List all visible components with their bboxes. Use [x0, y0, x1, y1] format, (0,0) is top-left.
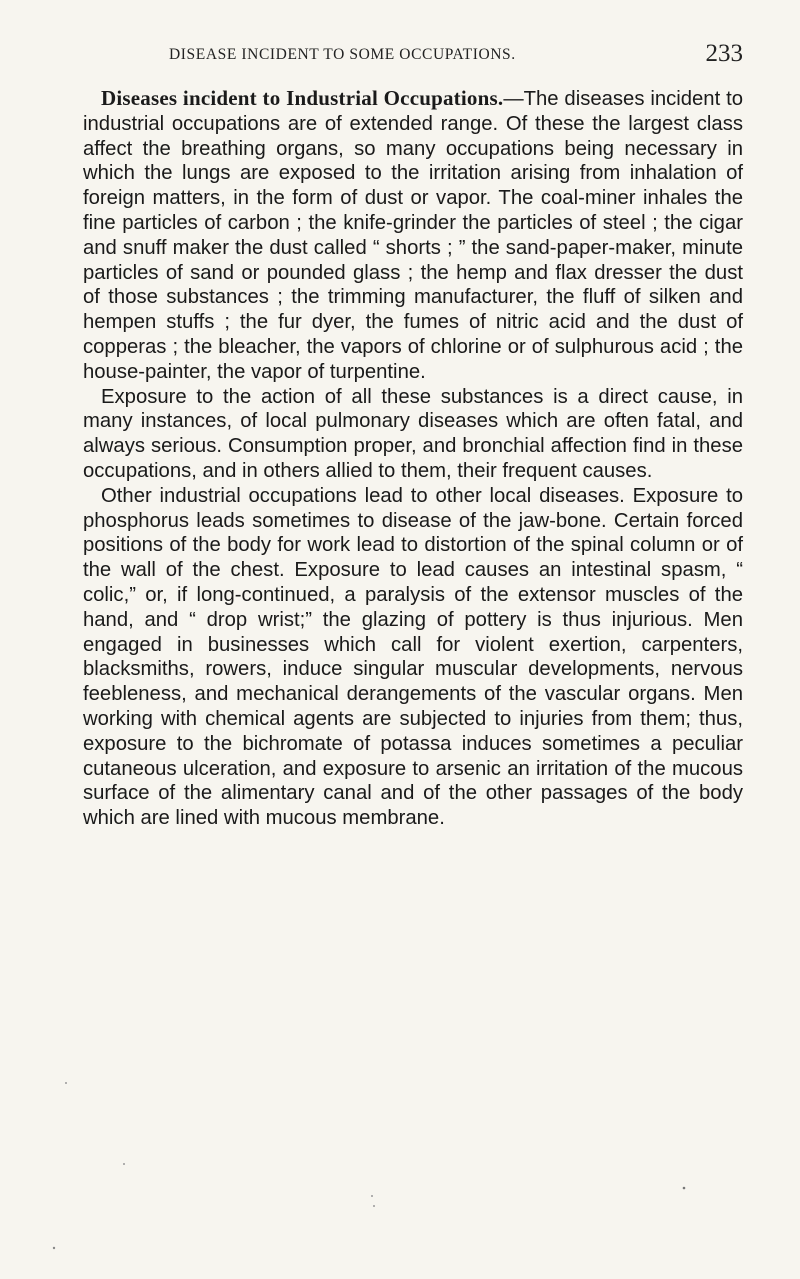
- running-head: [83, 40, 743, 74]
- speck: [123, 1163, 125, 1165]
- section-heading: Diseases incident to Industrial Occupations.: [101, 86, 504, 110]
- paragraph-1-text: —The diseases incident to industrial occupations are of extended range. Of these the largest class affect the breathing organs, so many occupations being necessary in which the lungs are exposed to the irritation arising from inhalation of foreign matters, in the form of dust or vapor. The coal-miner inhales the fine particles of carbon ; the knife-grinder the particles of steel ; the cigar and snuff maker the dust called “ shorts ; ” the sand-paper-maker, minute particles of sand or pounded glass ; the hemp and flax dresser the dust of those substances ; the trimming manufacturer, the fluff of silken and hempen stuffs ; the fur dyer, the fumes of nitric acid and the dust of copperas ; the bleacher, the vapors of chlorine or of sulphurous acid ; the house-painter, the vapor of turpentine.: [83, 88, 743, 383]
- paragraph-2: Exposure to the action of all these substances is a direct cause, in many instances, of local pulmonary diseases which are often fatal, and always serious. Consumption proper, and bronchial affection find in these occupations, and in others allied to them, their frequent causes.: [83, 385, 743, 482]
- speck: [683, 1187, 686, 1190]
- speck: [373, 1205, 375, 1207]
- page-number: 233: [705, 40, 743, 67]
- running-title: DISEASE INCIDENT TO SOME OCCUPATIONS.: [169, 46, 516, 63]
- book-page: [83, 40, 743, 831]
- speck: [53, 1247, 55, 1249]
- paragraph-1: [83, 86, 743, 385]
- speck: [371, 1195, 373, 1197]
- paragraph-3: Other industrial occupations lead to other local diseases. Exposure to phosphorus leads sometimes to disease of the jaw-bone. Certain forced positions of the body for work lead to distortion of the spinal column or of the wall of the chest. Exposure to lead causes an intestinal spasm, “ colic,” or, if long-continued, a paralysis of the extensor muscles of the hand, and “ drop wrist;” the glazing of pottery is thus injurious. Men engaged in businesses which call for violent exertion, carpenters, blacksmiths, rowers, induce singular muscular developments, nervous feebleness, and mechanical derangements of the vascular organs. Men working with chemical agents are subjected to injuries from them; thus, exposure to the bichromate of potassa induces sometimes a peculiar cutaneous ulceration, and exposure to arsenic an irritation of the mucous surface of the alimentary canal and of the other passages of the body which are lined with mucous membrane.: [83, 484, 743, 830]
- body-text: [83, 86, 743, 831]
- speck: [65, 1082, 67, 1084]
